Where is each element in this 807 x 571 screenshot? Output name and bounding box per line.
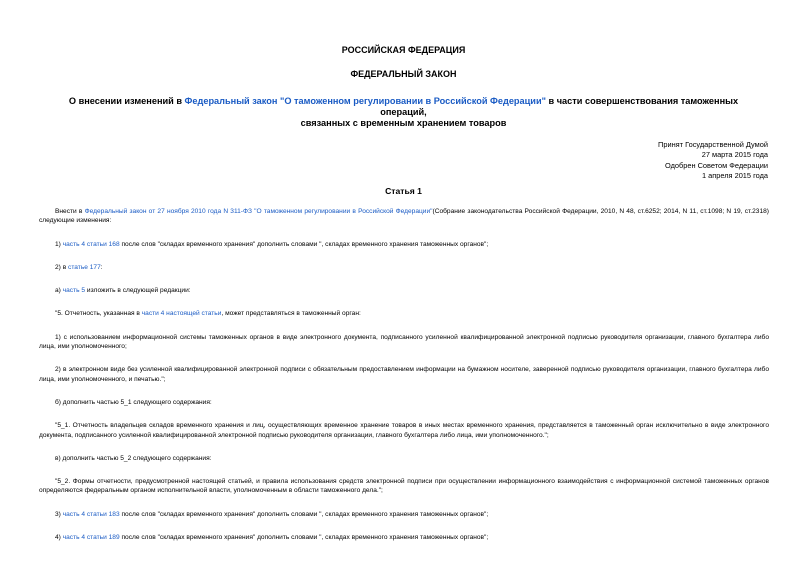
text: Внести в bbox=[55, 208, 85, 215]
paragraph-sub-2: 2) в электронном виде без усиленной квалифицированной электронной подписи с обязательным предоставлением информации на бумажном носителе, заверенной подписью руководителя организации, главного бухгалтера либо лица, ими уполномоченного, и печатью."; bbox=[39, 366, 769, 383]
paragraph-item-b: б) дополнить частью 5_1 следующего содержания: bbox=[55, 398, 212, 406]
part-4-this-article-link[interactable]: части 4 настоящей статьи bbox=[141, 310, 222, 318]
title-post: в части совершенствования таможенных операций, bbox=[380, 96, 739, 117]
adoption-info bbox=[658, 140, 768, 182]
text: а) bbox=[55, 287, 63, 295]
text: 4) bbox=[55, 534, 63, 542]
text: 1) bbox=[55, 240, 63, 248]
paragraph-item-4 bbox=[39, 533, 769, 542]
paragraph-item-5 bbox=[39, 309, 769, 318]
paragraph-item-a bbox=[39, 286, 769, 295]
text: (Собрание законодательства Российской Федерации, 2010, N 48, ст.6252; 2014, N 11, ст.1098; N 19, ст.2318) следующие изменения: bbox=[39, 208, 770, 225]
law-311-link[interactable]: Федеральный закон от 27 ноября 2010 года N 311-ФЗ "О таможенном регулировании в Российской Федерации" bbox=[84, 208, 433, 215]
text: 2) в bbox=[55, 263, 69, 271]
paragraph-item-3 bbox=[39, 510, 769, 519]
article-heading: Статья 1 bbox=[385, 186, 422, 196]
approved-council: Одобрен Советом Федерации bbox=[665, 160, 768, 170]
text: изложить в следующей редакции: bbox=[85, 287, 191, 295]
text: : bbox=[100, 263, 103, 271]
text: после слов "складах временного хранения" дополнить словами ", складах временного хранения таможенных органов"; bbox=[119, 240, 489, 248]
paragraph-sub-1: 1) с использованием информационной системы таможенных органов в виде электронного документа, подписанного усиленной квалифицированной электронной подписью руководителя организации, главного бухгалтера либо лица, ими уполномоченного; bbox=[39, 333, 769, 351]
paragraph-item-2 bbox=[39, 263, 769, 272]
law-type-heading: ФЕДЕРАЛЬНЫЙ ЗАКОН bbox=[350, 69, 457, 79]
paragraph-item-1 bbox=[39, 240, 769, 249]
paragraph-intro bbox=[39, 207, 769, 226]
law-title bbox=[60, 96, 747, 129]
adopted-duma-date: 27 марта 2015 года bbox=[701, 150, 768, 160]
paragraph-item-v: в) дополнить частью 5_2 следующего содержания: bbox=[55, 454, 212, 462]
paragraph-5-2: "5_2. Формы отчетности, предусмотренной настоящей статьей, и правила использования средств электронной подписи при осуществлении информационного взаимодействия с информационной системой таможенных органов определяются федеральным органом исполнительной власти, уполномоченным в области таможенного дела."; bbox=[39, 478, 769, 495]
text: 3) bbox=[55, 510, 63, 518]
article-177-link[interactable]: статье 177 bbox=[68, 263, 101, 271]
text: после слов "складах временного хранения" дополнить словами ", складах временного хранения таможенных органов"; bbox=[119, 510, 489, 518]
country-heading: РОССИЙСКАЯ ФЕДЕРАЦИЯ bbox=[341, 45, 466, 55]
article-body bbox=[39, 207, 769, 542]
part-5-link[interactable]: часть 5 bbox=[62, 287, 86, 295]
text: "5. Отчетность, указанная в bbox=[55, 310, 142, 318]
paragraph-5-1: "5_1. Отчетность владельцев складов временного хранения и лиц, осуществляющих временное хранение товаров в иных местах временного хранения, представляется в таможенный орган исключительно в виде электронного документа, подписанного усиленной квалифицированной электронной подписью руководителя организации, главного бухгалтера либо лица, ими уполномоченного."; bbox=[39, 422, 769, 439]
part-4-article-189-link[interactable]: часть 4 статьи 189 bbox=[62, 534, 120, 542]
title-pre: О внесении изменений в bbox=[68, 96, 185, 106]
approved-council-date: 1 апреля 2015 года bbox=[701, 171, 768, 181]
text: , может представляться в таможенный орган: bbox=[221, 310, 361, 318]
title-law-link[interactable]: Федеральный закон "О таможенном регулировании в Российской Федерации" bbox=[184, 96, 546, 106]
adopted-duma: Принят Государственной Думой bbox=[658, 140, 768, 149]
part-4-article-168-link[interactable]: часть 4 статьи 168 bbox=[62, 240, 120, 248]
part-4-article-183-link[interactable]: часть 4 статьи 183 bbox=[62, 510, 120, 518]
title-line2: связанных с временным хранением товаров bbox=[300, 118, 507, 128]
text: после слов "складах временного хранения" дополнить словами ", складах временного хранения таможенных органов"; bbox=[119, 534, 489, 542]
